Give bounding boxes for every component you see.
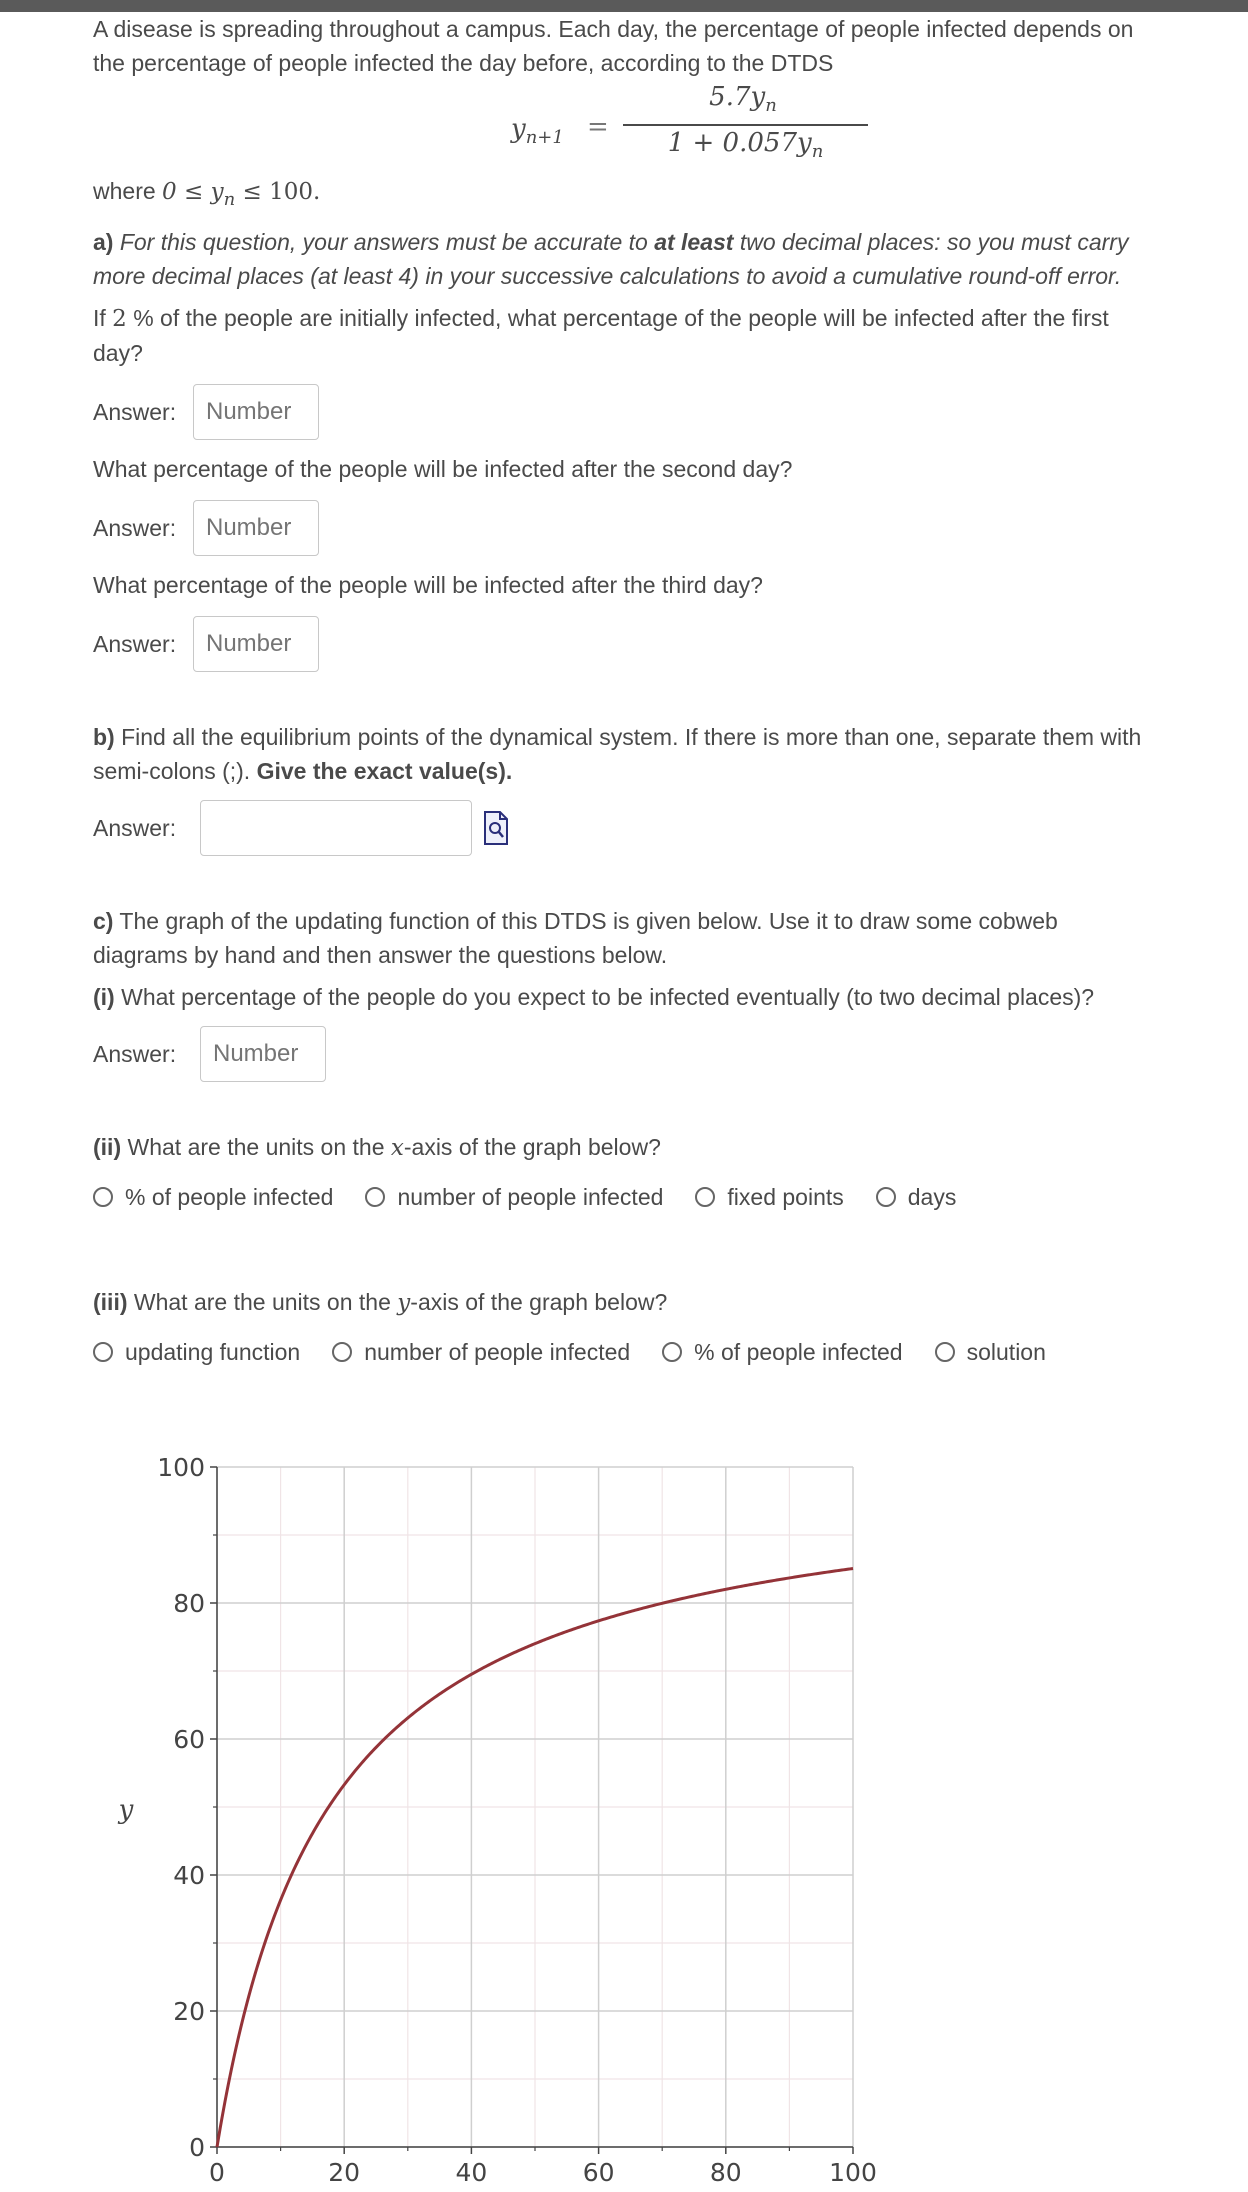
part-b-question-line-2: semi-colons (;). Give the exact value(s). — [93, 754, 1193, 788]
radio-option-x-fixed-points[interactable]: fixed points — [695, 1180, 843, 1214]
radio-option-x-percent-infected[interactable]: % of people infected — [93, 1180, 333, 1214]
x-tick-label: 80 — [710, 2158, 742, 2183]
formula-equals: = — [587, 110, 609, 144]
answer-label: Answer: — [93, 395, 193, 429]
dtds-formula — [93, 80, 1193, 166]
y-axis-label: y — [118, 1795, 134, 1825]
formula-numerator: $5.7y_n$ — [663, 80, 823, 123]
intro-line-2: the percentage of people infected the day before, according to the DTDS — [93, 46, 1193, 80]
intro-line-1: A disease is spreading throughout a campus. Each day, the percentage of people infected depends on — [93, 12, 1193, 46]
part-a-question-3: What percentage of the people will be infected after the third day? — [93, 568, 1193, 602]
equation-editor-icon[interactable] — [482, 810, 510, 846]
domain-statement: where $0 \le y_n \le 100$. — [93, 174, 1193, 217]
answer-row-c-i — [93, 1024, 1193, 1084]
part-c-intro-line-2: diagrams by hand and then answer the questions below. — [93, 938, 1193, 972]
radio-option-y-percent-infected[interactable]: % of people infected — [662, 1335, 902, 1369]
radio-group-x-units — [93, 1177, 1193, 1217]
x-tick-label: 100 — [829, 2158, 877, 2183]
part-c-i-question: (i) What percentage of the people do you expect to be infected eventually (to two decimal places)? — [93, 980, 1193, 1014]
part-c-intro: c) The graph of the updating function of this DTDS is given below. Use it to draw some cobweb — [93, 904, 1193, 938]
radio-option-y-number-infected[interactable]: number of people infected — [332, 1335, 630, 1369]
answer-row-a2 — [93, 498, 1193, 558]
radio-circle[interactable] — [876, 1187, 896, 1207]
radio-circle[interactable] — [662, 1342, 682, 1362]
chart-svg — [0, 1400, 1248, 2183]
answer-label: Answer: — [93, 811, 193, 845]
formula-lhs: $y_{n+1}$ — [511, 112, 564, 155]
answer-label: Answer: — [93, 511, 193, 545]
y-tick-label: 40 — [173, 1861, 205, 1890]
question-content — [93, 12, 1193, 1372]
radio-circle[interactable] — [365, 1187, 385, 1207]
radio-circle[interactable] — [93, 1187, 113, 1207]
radio-option-x-days[interactable]: days — [876, 1180, 957, 1214]
part-a-instructions-line-2: more decimal places (at least 4) in your successive calculations to avoid a cumulative round-off error. — [93, 259, 1193, 293]
x-tick-label: 40 — [455, 2158, 487, 2183]
y-tick-label: 60 — [173, 1725, 205, 1754]
radio-circle[interactable] — [93, 1342, 113, 1362]
x-tick-label: 0 — [209, 2158, 225, 2183]
formula-denominator: $1 + 0.057y_n$ — [623, 126, 868, 169]
radio-circle[interactable] — [332, 1342, 352, 1362]
part-c-iii-question: (iii) What are the units on the y-axis of the graph below? — [93, 1285, 1193, 1320]
radio-circle[interactable] — [695, 1187, 715, 1207]
part-a-question-1-line-2: day? — [93, 336, 1193, 370]
answer-row-a1 — [93, 382, 1193, 442]
answer-row-b — [93, 798, 1193, 858]
radio-group-y-units — [93, 1332, 1193, 1372]
y-tick-label: 80 — [173, 1589, 205, 1618]
radio-option-y-solution[interactable]: solution — [935, 1335, 1046, 1369]
answer-input-b[interactable] — [200, 800, 472, 856]
x-tick-label: 20 — [328, 2158, 360, 2183]
part-a-question-2: What percentage of the people will be infected after the second day? — [93, 452, 1193, 486]
top-bar — [0, 0, 1248, 12]
answer-input-a2[interactable] — [193, 500, 319, 556]
answer-label: Answer: — [93, 1037, 193, 1071]
radio-circle[interactable] — [935, 1342, 955, 1362]
radio-option-y-updating-function[interactable]: updating function — [93, 1335, 300, 1369]
part-a-instructions: a) For this question, your answers must be accurate to at least two decimal places: so you must carry — [93, 225, 1193, 259]
answer-label: Answer: — [93, 627, 193, 661]
answer-input-c-i[interactable] — [200, 1026, 326, 1082]
answer-row-a3 — [93, 614, 1193, 674]
y-tick-label: 100 — [157, 1453, 205, 1482]
part-c-ii-question: (ii) What are the units on the x-axis of the graph below? — [93, 1130, 1193, 1165]
y-tick-label: 20 — [173, 1997, 205, 2026]
y-tick-label: 0 — [189, 2133, 205, 2162]
part-b-question: b) Find all the equilibrium points of the dynamical system. If there is more than one, separate them with — [93, 720, 1193, 754]
answer-input-a3[interactable] — [193, 616, 319, 672]
x-tick-label: 60 — [583, 2158, 615, 2183]
answer-input-a1[interactable] — [193, 384, 319, 440]
updating-function-chart — [0, 1400, 1248, 2192]
radio-option-x-number-infected[interactable]: number of people infected — [365, 1180, 663, 1214]
part-a-question-1: If 2 % of the people are initially infected, what percentage of the people will be infected after the first — [93, 301, 1193, 336]
